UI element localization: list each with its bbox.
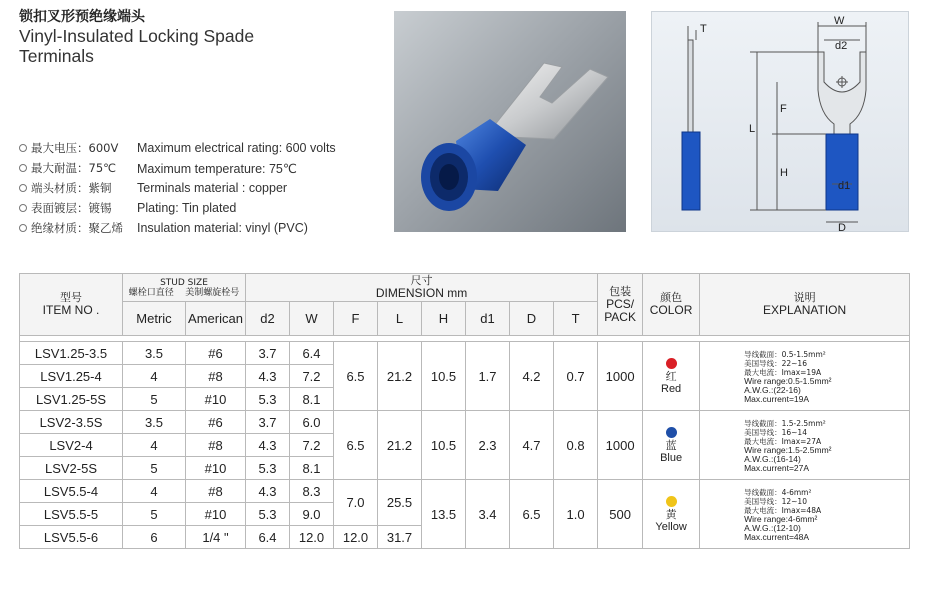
cell-f: 12.0 bbox=[334, 526, 378, 549]
expl-line: 导线截面：4-6mm² bbox=[744, 488, 812, 497]
table-row bbox=[20, 411, 910, 434]
cell-color bbox=[643, 480, 700, 549]
header-metric: Metric bbox=[123, 302, 186, 336]
color-yellow-dot-icon bbox=[666, 496, 677, 507]
spec-item-plating bbox=[19, 198, 336, 218]
cell-item: LSV2-3.5S bbox=[20, 411, 123, 434]
header-color-cn: 颜色 bbox=[660, 291, 683, 304]
cell-american: #10 bbox=[186, 457, 246, 480]
spade-terminal-photo-icon bbox=[394, 11, 626, 232]
cell-pack: 500 bbox=[598, 480, 643, 549]
header-pack bbox=[598, 274, 643, 336]
header-color bbox=[643, 274, 700, 336]
cell-american: #6 bbox=[186, 411, 246, 434]
cell-t: 1.0 bbox=[554, 480, 598, 549]
bullet-icon bbox=[19, 144, 27, 152]
spec-item-material bbox=[19, 178, 336, 198]
header-item-en: ITEM NO . bbox=[42, 303, 100, 317]
color-en: Red bbox=[661, 382, 682, 395]
expl-line: 最大电流：Imax=27A bbox=[744, 437, 822, 446]
header-h: H bbox=[422, 302, 466, 336]
label-h: H bbox=[780, 167, 788, 179]
cell-metric: 5 bbox=[123, 503, 186, 526]
cell-f: 7.0 bbox=[334, 480, 378, 526]
label-d: D bbox=[838, 222, 846, 233]
expl-line: A.W.G.:(22-16) bbox=[744, 385, 801, 395]
cell-d: 4.2 bbox=[510, 342, 554, 411]
spec-en: Insulation material: vinyl (PVC) bbox=[137, 221, 308, 235]
expl-line: A.W.G.:(16-14) bbox=[744, 454, 801, 464]
header-dimension bbox=[246, 274, 598, 302]
expl-line: 导线截面：1.5-2.5mm² bbox=[744, 419, 826, 428]
cell-item: LSV2-5S bbox=[20, 457, 123, 480]
header-stud-size bbox=[123, 274, 246, 302]
spec-item-insulation bbox=[19, 218, 336, 238]
table-row bbox=[20, 480, 910, 503]
cell-explanation bbox=[700, 342, 910, 411]
expl-line: 导线截面：0.5-1.5mm² bbox=[744, 350, 826, 359]
spec-item-temperature bbox=[19, 158, 336, 178]
header-t: T bbox=[554, 302, 598, 336]
header-pack-en2: PACK bbox=[604, 309, 636, 324]
expl-line: 美国导线：16~14 bbox=[744, 428, 807, 437]
bullet-icon bbox=[19, 224, 27, 232]
spec-cn: 绝缘材质：聚乙烯 bbox=[31, 221, 123, 235]
cell-d2: 6.4 bbox=[246, 526, 290, 549]
cell-item: LSV5.5-4 bbox=[20, 480, 123, 503]
cell-american: #10 bbox=[186, 388, 246, 411]
cell-l: 21.2 bbox=[378, 342, 422, 411]
expl-line: 最大电流：Imax=48A bbox=[744, 506, 822, 515]
cell-american: #10 bbox=[186, 503, 246, 526]
expl-line: Wire range:4-6mm² bbox=[744, 514, 818, 524]
header-item bbox=[20, 274, 123, 336]
header-w: W bbox=[290, 302, 334, 336]
header-american: American bbox=[186, 302, 246, 336]
color-en: Yellow bbox=[655, 520, 687, 533]
cell-d2: 3.7 bbox=[246, 411, 290, 434]
cell-metric: 6 bbox=[123, 526, 186, 549]
header-color-en: COLOR bbox=[649, 303, 693, 317]
color-cn: 黄 bbox=[665, 507, 677, 521]
cell-f: 6.5 bbox=[334, 411, 378, 480]
spec-en: Terminals material : copper bbox=[137, 181, 288, 195]
cell-color bbox=[643, 342, 700, 411]
cell-f: 6.5 bbox=[334, 342, 378, 411]
cell-h: 10.5 bbox=[422, 411, 466, 480]
cell-t: 0.7 bbox=[554, 342, 598, 411]
cell-d: 6.5 bbox=[510, 480, 554, 549]
header-explanation bbox=[700, 274, 910, 336]
cell-l: 31.7 bbox=[378, 526, 422, 549]
cell-american: 1/4 " bbox=[186, 526, 246, 549]
cell-metric: 3.5 bbox=[123, 411, 186, 434]
expl-line: Max.current=19A bbox=[744, 394, 810, 404]
expl-line: A.W.G.:(12-10) bbox=[744, 523, 801, 533]
color-blue-dot-icon bbox=[666, 427, 677, 438]
cell-w: 9.0 bbox=[290, 503, 334, 526]
color-red-dot-icon bbox=[666, 358, 677, 369]
color-en: Blue bbox=[660, 451, 683, 464]
cell-d2: 4.3 bbox=[246, 365, 290, 388]
label-d1: d1 bbox=[838, 180, 851, 192]
header-d: D bbox=[510, 302, 554, 336]
cell-w: 8.1 bbox=[290, 388, 334, 411]
cell-l: 21.2 bbox=[378, 411, 422, 480]
spec-cn: 最大电压：600V bbox=[31, 141, 119, 155]
cell-w: 8.1 bbox=[290, 457, 334, 480]
cell-d2: 5.3 bbox=[246, 503, 290, 526]
header-l: L bbox=[378, 302, 422, 336]
cell-d1: 2.3 bbox=[466, 411, 510, 480]
color-cn: 红 bbox=[665, 369, 677, 383]
product-photo bbox=[394, 11, 626, 232]
header-expl-cn: 说明 bbox=[793, 291, 816, 304]
cell-american: #8 bbox=[186, 480, 246, 503]
technical-drawing bbox=[651, 11, 909, 232]
spec-en: Maximum electrical rating: 600 volts bbox=[137, 141, 336, 155]
cell-pack: 1000 bbox=[598, 411, 643, 480]
cell-t: 0.8 bbox=[554, 411, 598, 480]
cell-metric: 5 bbox=[123, 388, 186, 411]
label-t: T bbox=[700, 23, 707, 35]
spec-item-voltage bbox=[19, 138, 336, 158]
header-d2: d2 bbox=[246, 302, 290, 336]
label-w: W bbox=[834, 15, 845, 27]
expl-line: 美国导线：22~16 bbox=[744, 359, 807, 368]
cell-item: LSV1.25-5S bbox=[20, 388, 123, 411]
cell-item: LSV5.5-5 bbox=[20, 503, 123, 526]
cell-d1: 1.7 bbox=[466, 342, 510, 411]
header-stud-metric-cn: 螺栓口直径 bbox=[128, 287, 174, 298]
cell-w: 7.2 bbox=[290, 434, 334, 457]
label-l: L bbox=[749, 123, 756, 135]
cell-d2: 5.3 bbox=[246, 388, 290, 411]
header-dim-cn: 尺寸 bbox=[410, 274, 433, 287]
color-cn: 蓝 bbox=[665, 438, 677, 452]
table-row bbox=[20, 342, 910, 365]
spec-table bbox=[19, 273, 910, 549]
spec-cn: 端头材质：紫铜 bbox=[31, 181, 112, 195]
expl-line: 美国导线：12~10 bbox=[744, 497, 807, 506]
expl-line: 最大电流：Imax=19A bbox=[744, 368, 822, 377]
cell-w: 8.3 bbox=[290, 480, 334, 503]
header-expl-en: EXPLANATION bbox=[763, 303, 847, 317]
header-f: F bbox=[334, 302, 378, 336]
cell-metric: 3.5 bbox=[123, 342, 186, 365]
cell-w: 7.2 bbox=[290, 365, 334, 388]
cell-d1: 3.4 bbox=[466, 480, 510, 549]
cell-metric: 4 bbox=[123, 365, 186, 388]
header-stud-american-cn: 美制螺旋栓号 bbox=[185, 287, 240, 298]
cell-explanation bbox=[700, 480, 910, 549]
header-stud-size-en: STUD SIZE bbox=[160, 277, 208, 288]
expl-line: Wire range:0.5-1.5mm² bbox=[744, 376, 832, 386]
cell-metric: 4 bbox=[123, 434, 186, 457]
title-chinese: 锁扣叉形预绝缘端头 bbox=[19, 9, 145, 25]
cell-american: #8 bbox=[186, 434, 246, 457]
header-dim-en: DIMENSION mm bbox=[375, 286, 468, 300]
label-f: F bbox=[780, 103, 787, 115]
cell-h: 13.5 bbox=[422, 480, 466, 549]
expl-line: Max.current=48A bbox=[744, 532, 810, 542]
cell-metric: 4 bbox=[123, 480, 186, 503]
cell-item: LSV5.5-6 bbox=[20, 526, 123, 549]
cell-american: #8 bbox=[186, 365, 246, 388]
cell-item: LSV1.25-4 bbox=[20, 365, 123, 388]
spec-cn: 最大耐温：75℃ bbox=[31, 161, 117, 175]
bullet-icon bbox=[19, 164, 27, 172]
expl-line: Max.current=27A bbox=[744, 463, 810, 473]
spec-list bbox=[19, 138, 336, 238]
header-d1: d1 bbox=[466, 302, 510, 336]
spec-en: Plating: Tin plated bbox=[137, 201, 237, 215]
expl-line: Wire range:1.5-2.5mm² bbox=[744, 445, 832, 455]
cell-d2: 5.3 bbox=[246, 457, 290, 480]
cell-d2: 3.7 bbox=[246, 342, 290, 365]
bullet-icon bbox=[19, 204, 27, 212]
header-pack-en1: PCS/ bbox=[606, 296, 635, 311]
title-english: Vinyl-Insulated Locking Spade Terminals bbox=[19, 26, 255, 66]
cell-item: LSV1.25-3.5 bbox=[20, 342, 123, 365]
cell-l: 25.5 bbox=[378, 480, 422, 526]
cell-w: 6.4 bbox=[290, 342, 334, 365]
dimension-drawing-icon bbox=[652, 12, 910, 233]
cell-d2: 4.3 bbox=[246, 480, 290, 503]
cell-d: 4.7 bbox=[510, 411, 554, 480]
cell-metric: 5 bbox=[123, 457, 186, 480]
header-item-cn: 型号 bbox=[60, 291, 82, 304]
cell-color bbox=[643, 411, 700, 480]
cell-w: 6.0 bbox=[290, 411, 334, 434]
header-pack-cn: 包装 bbox=[609, 284, 632, 298]
spec-en: Maximum temperature: 75℃ bbox=[137, 161, 297, 176]
cell-item: LSV2-4 bbox=[20, 434, 123, 457]
cell-american: #6 bbox=[186, 342, 246, 365]
label-d2: d2 bbox=[835, 40, 848, 52]
cell-w: 12.0 bbox=[290, 526, 334, 549]
cell-d2: 4.3 bbox=[246, 434, 290, 457]
cell-h: 10.5 bbox=[422, 342, 466, 411]
spec-cn: 表面镀层：镀锡 bbox=[31, 201, 112, 215]
bullet-icon bbox=[19, 184, 27, 192]
cell-explanation bbox=[700, 411, 910, 480]
cell-pack: 1000 bbox=[598, 342, 643, 411]
